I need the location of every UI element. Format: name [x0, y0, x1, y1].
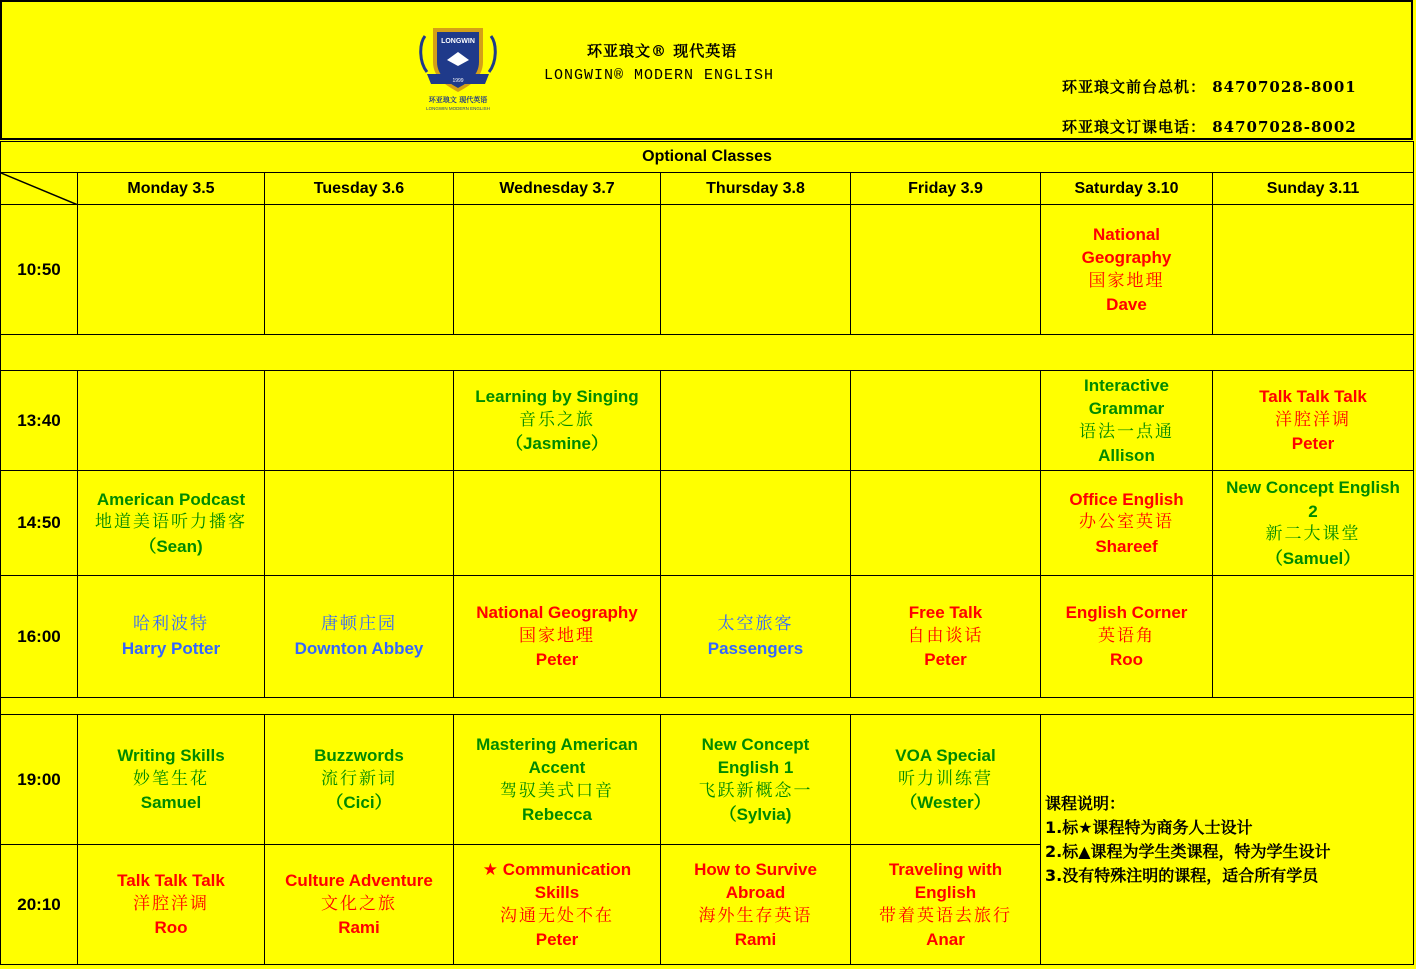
class-cell — [661, 715, 851, 845]
class-cell — [454, 715, 661, 845]
svg-text:LONGWIN MODERN ENGLISH: LONGWIN MODERN ENGLISH — [426, 106, 490, 111]
class-line: 沟通无处不在 — [500, 905, 614, 926]
class-line: 太空旅客 — [717, 614, 794, 634]
class-cell — [1213, 471, 1414, 576]
class-line: 妙笔生花 — [133, 768, 209, 789]
class-line: 飞跃新概念一 — [698, 780, 813, 801]
class-cell — [265, 715, 454, 845]
class-line: Passengers — [707, 638, 804, 658]
day-header-thursday: Thursday 3.8 — [661, 173, 851, 205]
class-line: 2 — [1308, 501, 1318, 521]
class-line: Writing Skills — [117, 746, 225, 766]
class-cell — [1041, 371, 1213, 471]
class-line: （Sylvia) — [719, 805, 792, 824]
class-line: Downton Abbey — [294, 638, 424, 658]
time-label: 20:10 — [1, 845, 78, 965]
class-cell — [78, 715, 265, 845]
class-line: 国家地理 — [519, 625, 595, 646]
class-line: 办公室英语 — [1079, 512, 1174, 533]
day-header-wednesday: Wednesday 3.7 — [454, 173, 661, 205]
class-line: Peter — [535, 930, 579, 949]
class-line: 文化之旅 — [321, 893, 397, 914]
class-line: Harry Potter — [121, 638, 221, 658]
class-line: 海外生存英语 — [698, 905, 813, 926]
title-en: LONGWIN® MODERN ENGLISH — [544, 67, 775, 84]
class-line: （Wester） — [900, 793, 991, 813]
day-header-sunday: Sunday 3.11 — [1213, 173, 1414, 205]
class-cell — [1041, 205, 1213, 335]
schedule-table — [0, 141, 1414, 965]
spacer-row — [1, 698, 1414, 715]
class-cell-empty — [78, 371, 265, 471]
class-cell-empty — [661, 371, 851, 471]
class-line: Roo — [154, 918, 188, 938]
table-title: Optional Classes — [1, 142, 1414, 173]
class-line: Rebecca — [522, 805, 592, 824]
notes-line: 2.标▲课程为学生类课程，特为学生设计 — [1045, 841, 1331, 861]
class-cell-empty — [661, 205, 851, 335]
class-line: Shareef — [1095, 536, 1158, 556]
notes-line: 3.没有特殊注明的课程，适合所有学员 — [1045, 865, 1319, 885]
svg-text:环亚琅文 现代英语: 环亚琅文 现代英语 — [428, 96, 488, 104]
class-line: Anar — [926, 930, 965, 949]
time-label: 10:50 — [1, 205, 78, 335]
class-cell-empty — [661, 471, 851, 576]
class-cell — [661, 576, 851, 698]
day-header-saturday: Saturday 3.10 — [1041, 173, 1213, 205]
svg-text:LONGWIN: LONGWIN — [441, 38, 475, 45]
class-cell-empty — [454, 471, 661, 576]
day-header-friday: Friday 3.9 — [851, 173, 1041, 205]
time-label: 13:40 — [1, 371, 78, 471]
class-line: Dave — [1106, 295, 1147, 314]
class-line: Skills — [534, 883, 580, 902]
class-cell-empty — [265, 471, 454, 576]
class-line: American Podcast — [96, 489, 246, 509]
class-line: Peter — [924, 650, 967, 670]
day-header-monday: Monday 3.5 — [78, 173, 265, 205]
class-line: （Samuel） — [1265, 548, 1361, 568]
class-line: 流行新词 — [321, 768, 397, 789]
class-line: Peter — [535, 650, 579, 670]
course-notes — [1041, 715, 1414, 965]
title-cn: 环亚琅文® 现代英语 — [587, 42, 738, 60]
class-line: 自由谈话 — [907, 625, 984, 646]
longwin-logo — [419, 22, 497, 114]
class-cell — [454, 845, 661, 965]
class-cell-empty — [1213, 205, 1414, 335]
class-line: Rami — [734, 930, 777, 949]
class-line: English Corner — [1065, 603, 1188, 623]
class-cell — [1213, 371, 1414, 471]
class-cell — [851, 845, 1041, 965]
class-cell-empty — [851, 471, 1041, 576]
time-label: 14:50 — [1, 471, 78, 576]
class-cell — [265, 576, 454, 698]
class-line: Geography — [1081, 248, 1172, 267]
class-line: ★ Communication — [482, 859, 632, 879]
class-line: （Jasmine） — [505, 434, 609, 454]
class-line: How to Survive — [694, 859, 817, 879]
class-line: 地道美语听力播客 — [95, 512, 247, 533]
class-line: （Cici） — [326, 793, 392, 813]
class-line: 唐顿庄园 — [321, 614, 397, 634]
class-cell — [265, 845, 454, 965]
notes-heading: 课程说明： — [1045, 793, 1126, 813]
class-cell — [1041, 471, 1213, 576]
class-cell — [454, 371, 661, 471]
class-cell-empty — [851, 205, 1041, 335]
class-line: Grammar — [1088, 399, 1165, 418]
class-line: Traveling with — [888, 859, 1003, 879]
corner-cell — [1, 173, 78, 205]
class-line: 国家地理 — [1088, 270, 1165, 291]
svg-text:1999: 1999 — [452, 78, 464, 84]
class-line: 洋腔洋调 — [1275, 409, 1352, 430]
day-header-tuesday: Tuesday 3.6 — [265, 173, 454, 205]
booking-phone: 环亚琅文订课电话： 84707028-8002 — [1062, 118, 1357, 136]
class-line: Interactive — [1083, 375, 1170, 395]
class-line: 哈利波特 — [133, 614, 209, 634]
class-line: English 1 — [717, 758, 794, 777]
class-cell-empty — [851, 371, 1041, 471]
class-line: Allison — [1098, 446, 1155, 465]
class-cell-empty — [265, 205, 454, 335]
class-line: Peter — [1291, 434, 1335, 454]
spacer-row — [1, 335, 1414, 371]
class-cell — [851, 715, 1041, 845]
class-cell — [661, 845, 851, 965]
class-line: New Concept English — [1226, 478, 1400, 497]
class-line: Mastering American — [476, 734, 638, 754]
class-line: （Sean) — [139, 536, 203, 556]
time-label: 16:00 — [1, 576, 78, 698]
notes-line: 1.标★课程特为商务人士设计 — [1045, 817, 1253, 837]
class-line: Roo — [1109, 650, 1144, 670]
class-cell — [454, 576, 661, 698]
class-line: Office English — [1069, 489, 1184, 509]
class-line: New Concept — [701, 734, 810, 754]
class-line: 语法一点通 — [1079, 421, 1174, 442]
class-line: Rami — [338, 918, 380, 938]
class-line: VOA Special — [895, 746, 996, 766]
class-line: English — [914, 883, 977, 902]
class-line: Talk Talk Talk — [117, 871, 225, 891]
class-line: Free Talk — [908, 603, 983, 623]
class-cell — [78, 845, 265, 965]
class-line: Culture Adventure — [285, 871, 433, 891]
class-line: Talk Talk Talk — [1259, 387, 1367, 407]
class-line: 新二大课堂 — [1265, 524, 1361, 544]
class-line: Learning by Singing — [475, 387, 639, 407]
class-line: 英语角 — [1098, 625, 1155, 646]
class-line: National Geography — [476, 603, 638, 623]
front-desk-phone: 环亚琅文前台总机： 84707028-8001 — [1062, 78, 1357, 96]
class-line: Accent — [528, 758, 586, 777]
class-cell — [851, 576, 1041, 698]
class-line: 驾驭美式口音 — [500, 780, 614, 801]
time-label: 19:00 — [1, 715, 78, 845]
class-cell-empty — [265, 371, 454, 471]
class-line: 洋腔洋调 — [133, 893, 209, 914]
class-cell-empty — [1213, 576, 1414, 698]
class-cell — [78, 576, 265, 698]
class-line: Abroad — [725, 883, 786, 902]
class-cell-empty — [78, 205, 265, 335]
page-header — [0, 0, 1413, 140]
class-line: 听力训练营 — [898, 768, 993, 789]
class-line: Samuel — [140, 793, 202, 813]
class-line: Buzzwords — [314, 746, 404, 766]
class-cell — [78, 471, 265, 576]
class-cell-empty — [454, 205, 661, 335]
class-line: 音乐之旅 — [519, 409, 595, 430]
class-line: 带着英语去旅行 — [879, 905, 1012, 926]
class-line: National — [1092, 224, 1161, 244]
class-cell — [1041, 576, 1213, 698]
